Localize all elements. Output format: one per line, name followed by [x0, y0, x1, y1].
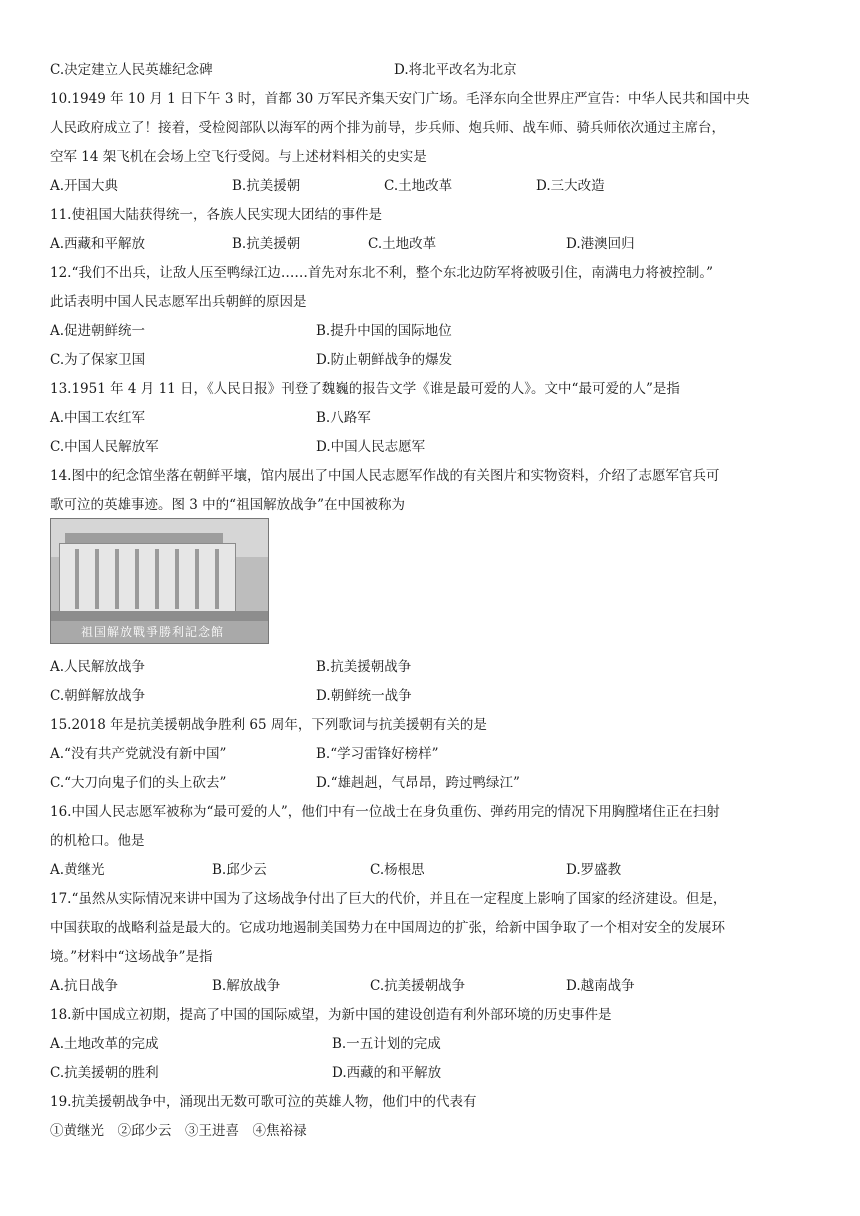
- q11-option-c: C.土地改革: [368, 236, 437, 252]
- q19-stem: 19.抗美援朝战争中，涌现出无数可歌可泣的英雄人物，他们中的代表有: [50, 1094, 477, 1110]
- memorial-hall-photo: [50, 518, 269, 644]
- q12-stem-line-2: 此话表明中国人民志愿军出兵朝鲜的原因是: [50, 294, 307, 310]
- q13-option-b: B.八路军: [316, 410, 371, 426]
- q14-option-d: D.朝鲜统一战争: [316, 688, 412, 704]
- q14-option-b: B.抗美援朝战争: [316, 659, 412, 675]
- q19-items: ①黄继光 ②邱少云 ③王进喜 ④焦裕禄: [50, 1123, 307, 1139]
- q17-stem-line-2: 中国获取的战略利益是最大的。它成功地遏制美国势力在中国周边的扩张，给新中国争取了一个相对安全的发展环: [50, 920, 725, 936]
- q10-option-d: D.三大改造: [536, 178, 605, 194]
- q17-option-a: A.抗日战争: [50, 978, 119, 994]
- q12-stem-line-1: 12.“我们不出兵，让敌人压至鸭绿江边……首先对东北不利，整个东北边防军将被吸引住，南满电力将被控制。”: [50, 265, 714, 281]
- q17-option-c: C.抗美援朝战争: [370, 978, 466, 994]
- q16-stem-line-1: 16.中国人民志愿军被称为“最可爱的人”，他们中有一位战士在身负重伤、弹药用完的情况下用胸膛堵住正在扫射: [50, 804, 720, 820]
- q10-option-b: B.抗美援朝: [232, 178, 301, 194]
- q16-option-c: C.杨根思: [370, 862, 425, 878]
- q17-option-b: B.解放战争: [212, 978, 281, 994]
- q13-option-c: C.中国人民解放军: [50, 439, 159, 455]
- photo-caption: 祖国解放戰爭勝利記念館: [51, 621, 268, 643]
- q10-option-c: C.土地改革: [384, 178, 453, 194]
- q12-option-b: B.提升中国的国际地位: [316, 323, 452, 339]
- q11-option-b: B.抗美援朝: [232, 236, 301, 252]
- q10-stem-line-2: 人民政府成立了！接着，受检阅部队以海军的两个排为前导，步兵师、炮兵师、战车师、骑兵师依次通过主席台，: [50, 120, 725, 136]
- q15-option-d: D.“雄赳赳，气昂昂，跨过鸭绿江”: [316, 775, 520, 791]
- q14-stem-line-2: 歌可泣的英雄事迹。图 3 中的“祖国解放战争”在中国被称为: [50, 497, 405, 513]
- q18-option-b: B.一五计划的完成: [332, 1036, 441, 1052]
- q15-stem: 15.2018 年是抗美援朝战争胜利 65 周年，下列歌词与抗美援朝有关的是: [50, 717, 487, 733]
- q13-option-d: D.中国人民志愿军: [316, 439, 426, 455]
- q11-stem: 11.使祖国大陆获得统一，各族人民实现大团结的事件是: [50, 207, 382, 223]
- q13-option-a: A.中国工农红军: [50, 410, 146, 426]
- q16-option-a: A.黄继光: [50, 862, 105, 878]
- q16-option-b: B.邱少云: [212, 862, 267, 878]
- q18-option-d: D.西藏的和平解放: [332, 1065, 442, 1081]
- q15-option-a: A.“没有共产党就没有新中国”: [50, 746, 227, 762]
- q18-option-c: C.抗美援朝的胜利: [50, 1065, 159, 1081]
- q18-stem: 18.新中国成立初期，提高了中国的国际威望，为新中国的建设创造有利外部环境的历史事件是: [50, 1007, 612, 1023]
- q18-option-a: A.土地改革的完成: [50, 1036, 159, 1052]
- q15-option-b: B.“学习雷锋好榜样”: [316, 746, 439, 762]
- q17-stem-line-1: 17.“虽然从实际情况来讲中国为了这场战争付出了巨大的代价，并且在一定程度上影响了国家的经济建设。但是，: [50, 891, 727, 907]
- q14-option-c: C.朝鲜解放战争: [50, 688, 146, 704]
- q14-option-a: A.人民解放战争: [50, 659, 146, 675]
- q17-option-d: D.越南战争: [566, 978, 635, 994]
- q11-option-a: A.西藏和平解放: [50, 236, 146, 252]
- q12-option-c: C.为了保家卫国: [50, 352, 146, 368]
- q11-option-d: D.港澳回归: [566, 236, 635, 252]
- q17-stem-line-3: 境。”材料中“这场战争”是指: [50, 949, 213, 965]
- q10-option-a: A.开国大典: [50, 178, 119, 194]
- q16-stem-line-2: 的机枪口。他是: [50, 833, 145, 849]
- q10-stem-line-3: 空军 14 架飞机在会场上空飞行受阅。与上述材料相关的史实是: [50, 149, 427, 165]
- q12-option-a: A.促进朝鲜统一: [50, 323, 146, 339]
- q10-stem-line-1: 10.1949 年 10 月 1 日下午 3 时，首都 30 万军民齐集天安门广场。毛泽东向全世界庄严宣告：中华人民共和国中央: [50, 91, 750, 107]
- q9-option-c: C.决定建立人民英雄纪念碑: [50, 62, 213, 78]
- q12-option-d: D.防止朝鲜战争的爆发: [316, 352, 453, 368]
- q13-stem: 13.1951 年 4 月 11 日，《人民日报》刊登了魏巍的报告文学《谁是最可爱的人》。文中“最可爱的人”是指: [50, 381, 680, 397]
- q15-option-c: C.“大刀向鬼子们的头上砍去”: [50, 775, 227, 791]
- q9-option-d: D.将北平改名为北京: [394, 62, 517, 78]
- q14-stem-line-1: 14.图中的纪念馆坐落在朝鲜平壤，馆内展出了中国人民志愿军作战的有关图片和实物资料，介绍了志愿军官兵可: [50, 468, 720, 484]
- q16-option-d: D.罗盛教: [566, 862, 622, 878]
